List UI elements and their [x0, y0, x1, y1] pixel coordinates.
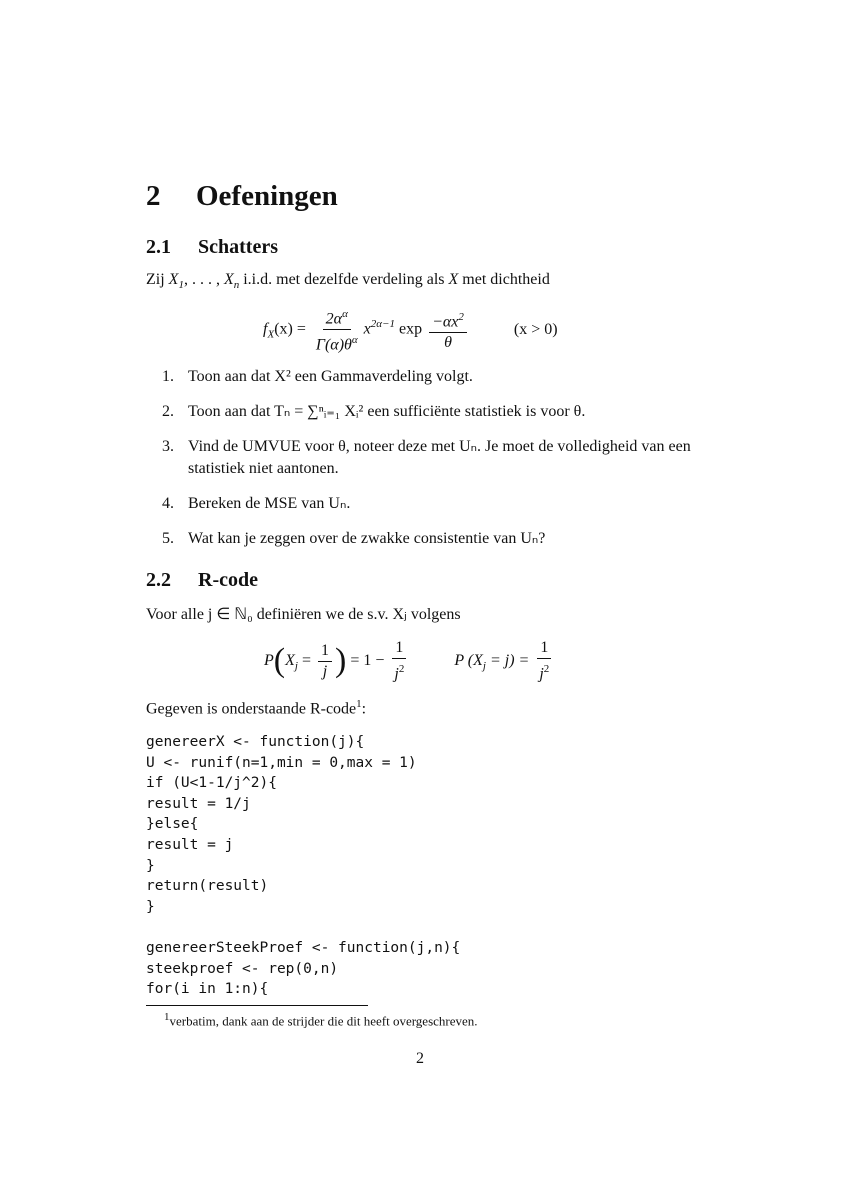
item-text: Vind de UMVUE voor θ, noteer deze met Uₙ. Je moet de volledigheid van een statistiek niet aantonen.: [188, 438, 691, 477]
frac-top: 1: [537, 638, 551, 659]
list-item: [162, 366, 722, 388]
fraction-2: [429, 307, 467, 353]
frac-bottom: j: [539, 665, 544, 683]
eq-lhs-arg: (x) =: [274, 320, 306, 338]
frac-bottom: Γ(α)θ: [315, 336, 352, 354]
item-number: 4.: [162, 495, 174, 512]
fraction-1-over-j2-b: [536, 638, 552, 684]
exercise-list: [162, 366, 722, 563]
frac-sup: 2: [458, 310, 464, 323]
section-title: Oefeningen: [196, 180, 338, 212]
fraction-1: [313, 304, 361, 356]
eq-sub: j: [482, 660, 486, 673]
var-x: X: [448, 271, 459, 288]
eq-condition: (x > 0): [513, 320, 558, 338]
item-text: Bereken de MSE van Uₙ.: [188, 495, 351, 512]
eq-p: P: [264, 651, 274, 669]
frac-sup: 2: [543, 663, 550, 675]
list-item: [162, 528, 722, 550]
item-number: 1.: [162, 368, 174, 385]
section-number: 2: [146, 180, 161, 212]
section-heading: [146, 180, 338, 213]
frac-bottom: θ: [444, 334, 452, 351]
subsection-heading-schatters: [146, 236, 278, 259]
subsection-title: Schatters: [198, 236, 278, 258]
eq-f: f: [263, 320, 268, 338]
eq-sub: j: [294, 660, 298, 673]
code-intro-text: Gegeven is onderstaande R-code: [146, 700, 357, 718]
intro-text: met dichtheid: [458, 271, 550, 288]
footnote: [164, 1011, 478, 1029]
fraction-1-over-j: [318, 641, 332, 682]
fraction-1-over-j2: [391, 638, 407, 684]
item-text: Toon aan dat X² een Gammaverdeling volgt.: [188, 368, 473, 385]
footnote-marker[interactable]: 1: [356, 698, 362, 710]
eq-exp: exp: [398, 320, 423, 338]
frac-sup: α: [351, 334, 358, 347]
eq-equals: =: [297, 651, 311, 669]
footnote-rule: [146, 1005, 368, 1006]
intro-paragraph: [146, 271, 550, 291]
subsection-number: 2.1: [146, 236, 171, 258]
list-item: [162, 401, 722, 423]
eq-exponent: 2α−1: [370, 318, 395, 331]
frac-bottom: j: [322, 662, 328, 680]
footnote-text: verbatim, dank aan de strijder die dit heeft overgeschreven.: [169, 1013, 478, 1029]
list-item: [162, 493, 722, 515]
item-number: 2.: [162, 403, 174, 420]
eq-rhs: = 1 −: [350, 651, 385, 669]
item-number: 5.: [162, 530, 174, 547]
probability-equation: [264, 638, 555, 684]
intro-text: , . . . ,: [183, 271, 224, 288]
intro-text: Zij: [146, 271, 169, 288]
frac-top: 2α: [325, 310, 343, 328]
code-intro: [146, 698, 366, 718]
item-text: Wat kan je zeggen over de zwakke consistentie van Uₙ?: [188, 530, 546, 547]
paren-open: (: [273, 642, 286, 680]
eq-sub: X: [267, 328, 275, 341]
subsection-heading-rcode: [146, 569, 258, 592]
r-code-block: genereerX <- function(j){ U <- runif(n=1,min = 0,max = 1) if (U<1-1/j^2){ result = 1/j }else{ result = j } return(result) } genereerSteekProef <- function(j,n){ steekproef <- rep(0,n) for(i in 1:n){: [146, 734, 461, 998]
density-equation: [263, 304, 558, 356]
eq-p2-rest: = j) =: [485, 651, 530, 669]
intro-text: i.i.d. met dezelfde verdeling als: [239, 271, 449, 288]
frac-top: −αx: [432, 313, 459, 330]
item-number: 3.: [162, 438, 174, 455]
rcode-intro: Voor alle j ∈ ℕ₀ definiëren we de s.v. Xⱼ volgens: [146, 606, 461, 623]
paren-close: ): [334, 642, 347, 680]
item-text: Toon aan dat Tₙ = ∑ⁿᵢ₌₁ Xᵢ² een sufficiënte statistiek is voor θ.: [188, 403, 586, 420]
subsection-number: 2.2: [146, 569, 171, 591]
var-xn: $X_n$: [223, 271, 240, 292]
page-number: 2: [416, 1050, 424, 1067]
eq-xj: X: [285, 651, 295, 669]
subsection-title: R-code: [198, 569, 258, 591]
frac-sup: α: [342, 308, 348, 320]
footnote-mark: 1: [164, 1011, 170, 1023]
frac-sup: 2: [398, 663, 405, 675]
var-x1: $X_1$: [168, 271, 184, 292]
eq-x: x: [363, 320, 371, 338]
frac-top: 1: [318, 641, 332, 662]
frac-top: 1: [392, 638, 406, 659]
list-item: [162, 436, 722, 480]
frac-bottom: j: [394, 665, 399, 683]
eq-p2: P (X: [454, 651, 483, 669]
code-intro-colon: :: [361, 700, 367, 718]
